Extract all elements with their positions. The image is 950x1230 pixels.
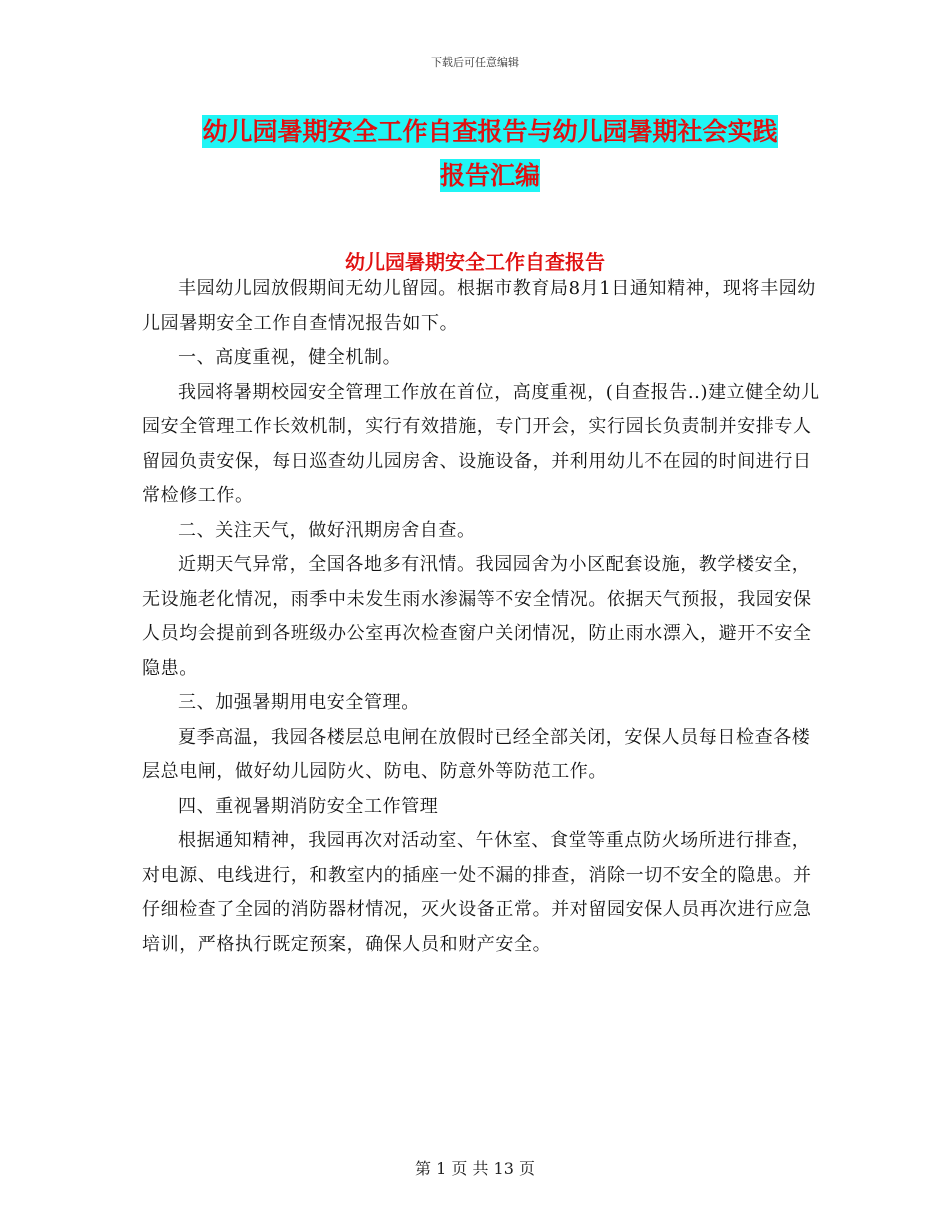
paragraph-heading: 四、重视暑期消防安全工作管理 [178,795,439,817]
document-title-line-1 [160,112,820,148]
document-title-text: 报告汇编 [439,161,540,190]
section-title: 幼儿园暑期安全工作自查报告 [345,250,605,274]
paragraph-heading: 三、加强暑期用电安全管理。 [178,692,420,713]
paragraph: 夏季高温，我园各楼层总电闸在放假时已经全部关闭，安保人员每日检查各楼层总电闸，做好幼儿园防火、防电、防意外等防范工作。 [142,726,811,782]
paragraph: 我园将暑期校园安全管理工作放在首位，高度重视，(自查报告..)建立健全幼儿园安全管理工作长效机制，实行有效措施，专门开会，实行园长负责制并安排专人留园负责安保，每日巡查幼儿园房舍、设施设备，并利用幼儿不在园的时间进行日常检修工作。 [142,381,820,506]
paragraph: 丰园幼儿园放假期间无幼儿留园。根据市教育局8月1日通知精神，现将丰园幼儿园暑期安全工作自查情况报告如下。 [142,278,816,334]
body-text [142,272,822,962]
document-title-line-2 [140,156,840,192]
paragraph: 根据通知精神，我园再次对活动室、午休室、食堂等重点防火场所进行排查，对电源、电线进行，和教室内的插座一处不漏的排查，消除一切不安全的隐患。并仔细检查了全园的消防器材情况，灭火设备正常。并对留园安保人员再次进行应急培训，严格执行既定预案，确保人员和财产安全。 [142,830,812,955]
page-footer: 第 1 页 共 13 页 [415,1159,535,1178]
header-note: 下载后可任意编辑 [431,56,519,69]
paragraph-heading: 一、高度重视，健全机制。 [178,347,402,368]
paragraph-heading: 二、关注天气，做好汛期房舍自查。 [178,519,476,541]
paragraph: 近期天气异常，全国各地多有汛情。我园园舍为小区配套设施，教学楼安全，无设施老化情况，雨季中未发生雨水渗漏等不安全情况。依据天气预报，我园安保人员均会提前到各班级办公室再次检查窗户关闭情况，防止雨水漂入，避开不安全隐患。 [142,554,812,679]
document-title-text: 幼儿园暑期安全工作自查报告与幼儿园暑期社会实践 [202,117,778,146]
